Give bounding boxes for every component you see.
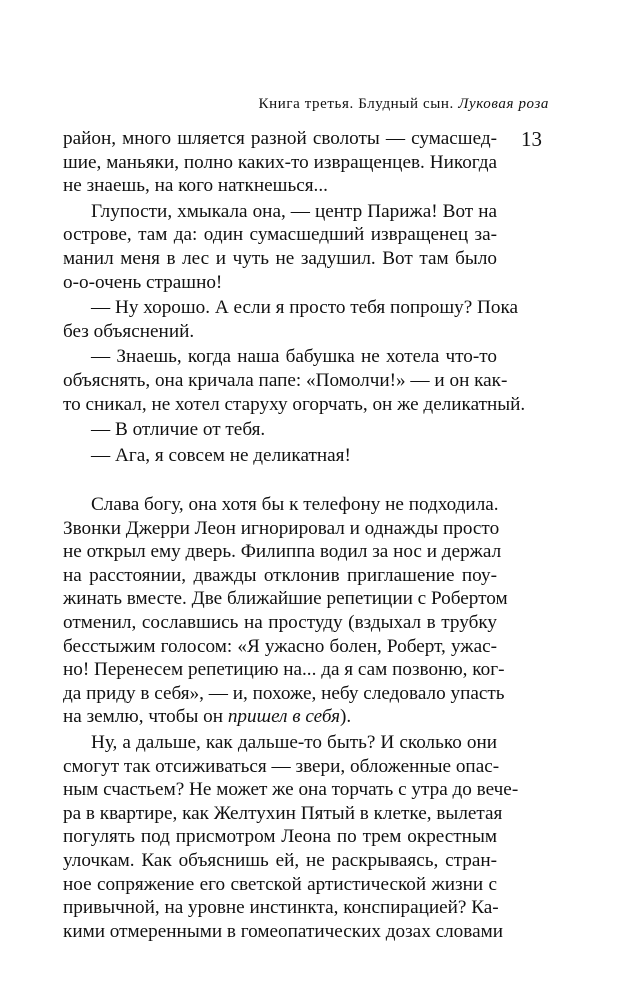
text-line: — Ага, я совсем не деликатная! (91, 444, 351, 466)
text-line: ным счастьем? Не может же она торчать с утра до вече- (63, 779, 519, 801)
text-line: — В отличие от тебя. (91, 419, 266, 441)
text-line: не открыл ему дверь. Филиппа водил за нос и держал (63, 541, 502, 563)
text-block-dialogue (63, 127, 526, 467)
text-line: смогут так отсиживаться — звери, обложенные опас- (63, 755, 500, 777)
italic-phrase: пришел в себя (227, 706, 341, 728)
paragraph (63, 345, 526, 416)
text-line: на расстоянии, дважды отклонив приглашение поу- (63, 564, 497, 586)
text-line: Звонки Джерри Леон игнорировал и однажды просто (63, 517, 500, 539)
text-line: ное сопряжение его светской артистической жизни с (63, 873, 497, 895)
text-line: манил меня в лес и чуть не задушил. Вот там было (63, 247, 497, 269)
text-line: привычной, на уровне инстинкта, конспирацией? Ка- (63, 897, 499, 919)
text-line: но! Перенесем репетицию на... да я сам позвоню, ког- (63, 659, 505, 681)
text-line: отменил, сославшись на простуду (вздыхал в трубку (63, 611, 497, 633)
paragraph (63, 444, 497, 468)
running-head-title: Книга третья. Блудный сын. (258, 96, 454, 112)
text-line: Глупости, хмыкала она, — центр Парижа! Вот на (91, 200, 497, 222)
text-line: Слава богу, она хотя бы к телефону не подходила. (91, 494, 499, 515)
text-line: кими отмеренными в гомеопатических дозах словами (63, 920, 503, 942)
paragraph (63, 200, 497, 294)
page-number: 13 (521, 127, 542, 151)
text-block-narrative (63, 493, 519, 943)
running-head-chapter: Луковая роза (458, 96, 549, 112)
text-line: жинать вместе. Две ближайшие репетиции с Робертом (63, 588, 508, 610)
text-line: не знаешь, на кого наткнешься... (63, 175, 328, 197)
text-line: — Знаешь, когда наша бабушка не хотела что-то (91, 346, 497, 368)
paragraph (63, 127, 497, 198)
text-line: район, много шляется разной сволоты — сумасшед- (63, 128, 497, 149)
text-line: погулять под присмотром Леона по трем окрестным (63, 826, 497, 848)
text-line: острове, там да: один сумасшедший извращенец за- (63, 224, 497, 246)
paragraph (63, 493, 508, 729)
text-run: ). (340, 706, 352, 728)
text-line: без объяснений. (63, 320, 195, 342)
paragraph (63, 296, 519, 343)
text-line: о-о-очень страшно! (63, 271, 223, 293)
text-line: объяснять, она кричала папе: «Помолчи!» — и он как- (63, 369, 508, 391)
text-line: то сникал, не хотел старуху огорчать, он же деликатный. (63, 393, 526, 415)
text-line: — Ну хорошо. А если я просто тебя попрошу? Пока (91, 297, 519, 319)
text-line: улочкам. Как объяснишь ей, не раскрываясь, стран- (63, 849, 497, 871)
running-head (258, 96, 549, 113)
paragraph (63, 731, 519, 943)
text-line: шие, маньяки, полно каких-то извращенцев. Никогда (63, 151, 497, 173)
text-line: Ну, а дальше, как дальше-то быть? И сколько они (91, 731, 497, 753)
text-line (63, 705, 497, 729)
text-line: да приду в себя», — и, похоже, небу следовало упасть (63, 682, 505, 704)
paragraph (63, 418, 497, 442)
text-line: ра в квартире, как Желтухин Пятый в клетке, вылетая (63, 802, 503, 824)
text-line: бесстыжим голосом: «Я ужасно болен, Роберт, ужас- (63, 635, 497, 657)
text-run: на землю, чтобы он (63, 706, 228, 728)
